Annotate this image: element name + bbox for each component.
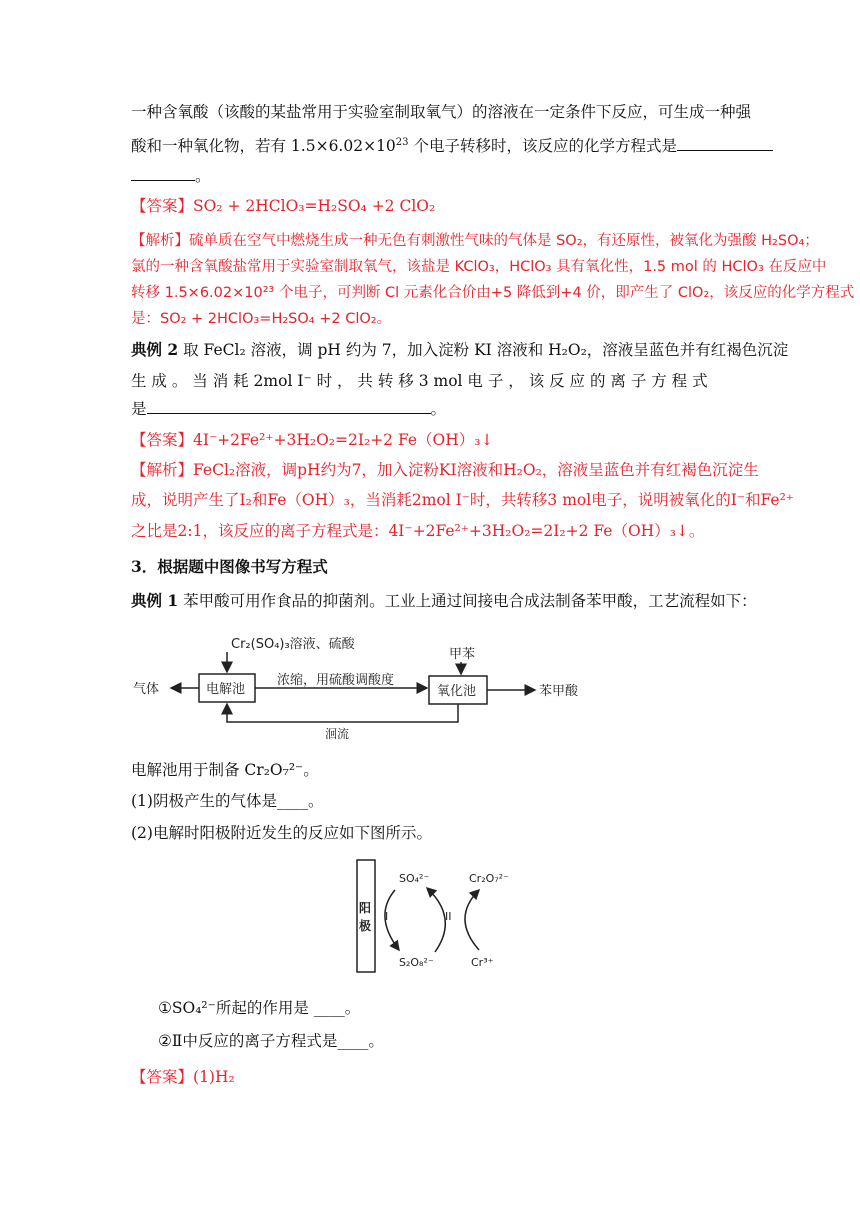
section-3-title: 3．根据题中图像书写方程式 xyxy=(131,557,328,576)
anode-char-1: 阳 xyxy=(359,901,372,915)
example-2-line-1: 典例 2 取 FeCl₂ 溶液，调 pH 约为 7，加入淀粉 KI 溶液和 H₂O₂，溶液呈蓝色并有红褐色沉淀 xyxy=(131,340,789,359)
anode-cycle-diagram xyxy=(355,858,530,976)
answer-blank xyxy=(677,136,773,151)
toluene-label: 甲苯 xyxy=(449,647,476,662)
persulfate-label: S₂O₈²⁻ xyxy=(399,956,434,969)
anode-char-2: 极 xyxy=(359,919,372,933)
sulfate-label: SO₄²⁻ xyxy=(399,872,430,885)
step1-label: I xyxy=(385,910,389,923)
intro-line-3: 。 xyxy=(131,165,731,187)
intro-line-1: 一种含氧酸（该酸的某盐常用于实验室制取氧气）的溶液在一定条件下反应，可生成一种强 xyxy=(131,103,752,121)
dichromate-label: Cr₂O₇²⁻ xyxy=(469,872,509,885)
step2-arrow xyxy=(465,890,479,950)
example-1b: 典例 1 苯甲酸可用作食品的抑菌剂。工业上通过间接电合成法制备苯甲酸，工艺流程如下： xyxy=(131,591,757,610)
gas-label: 气体 xyxy=(133,682,160,697)
oxidation-cell-label: 氧化池 xyxy=(437,684,477,699)
cycle-svg xyxy=(355,858,530,976)
question-1: (1)阴极产生的气体是____。 xyxy=(131,792,324,810)
electrolysis-cell-label: 电解池 xyxy=(206,682,246,697)
sub-question-2: ②Ⅱ中反应的离子方程式是____。 xyxy=(158,1032,384,1050)
answer-2: 【答案】4I⁻+2Fe²⁺+3H₂O₂=2I₂+2 Fe（OH）₃↓ xyxy=(131,431,494,449)
analysis-2-line-3: 之比是2:1，该反应的离子方程式是：4I⁻+2Fe²⁺+3H₂O₂=2I₂+2 Fe（OH）₃↓。 xyxy=(131,522,705,540)
answer-blank-cont xyxy=(131,166,195,181)
example-2-line-3: 是 。 xyxy=(131,400,447,418)
analysis-1-line-1: 【解析】硫单质在空气中燃烧生成一种无色有刺激性气味的气体是 SO₂，有还原性，被氧化为强酸 H₂SO₄； xyxy=(131,233,819,249)
anode-plate xyxy=(357,860,375,972)
ionic-eq-blank xyxy=(147,399,431,414)
example-2-line-2: 生 成 。 当 消 耗 2mol I⁻ 时 ， 共 转 移 3 mol 电 子 ， 该 反 应 的 离 子 方 程 式 xyxy=(131,372,708,390)
analysis-1 xyxy=(131,228,855,332)
analysis-2-line-2: 成，说明产生了I₂和Fe（OH）₃，当消耗2mol I⁻时，共转移3 mol电子，说明被氧化的I⁻和Fe²⁺ xyxy=(131,491,794,509)
analysis-1-line-2: 氯的一种含氧酸盐常用于实验室制取氧气，该盐是 KClO₃，HClO₃ 具有氧化性，1.5 mol 的 HClO₃ 在反应中 xyxy=(131,259,827,275)
process-flow-diagram xyxy=(131,632,591,742)
analysis-1-line-4: 是：SO₂ + 2HClO₃=H₂SO₄ +2 ClO₂。 xyxy=(131,311,392,327)
analysis-1-line-3: 转移 1.5×6.02×10²³ 个电子，可判断 Cl 元素化合价由+5 降低到+4 价，即产生了 ClO₂，该反应的化学方程式 xyxy=(131,285,855,301)
reflux-label: 洄流 xyxy=(325,727,350,741)
answer-1: 【答案】SO₂ + 2HClO₃=H₂SO₄ +2 ClO₂ xyxy=(131,197,436,215)
chromium3-label: Cr³⁺ xyxy=(471,956,494,969)
flow-svg xyxy=(131,632,591,742)
reflux-arrow xyxy=(227,704,458,722)
concentrate-label: 浓缩，用硫酸调酸度 xyxy=(277,673,395,688)
sub-question-1: ①SO₄²⁻所起的作用是 ____。 xyxy=(158,999,361,1017)
answer-3: 【答案】(1)H₂ xyxy=(131,1068,235,1086)
intro-line-2: 酸和一种氧化物，若有 $1.5\times 6.02\times 10^{23}$ 个电子转移时，该反应的化学方程式是 xyxy=(131,135,731,157)
product-label: 苯甲酸 xyxy=(539,684,579,699)
step2-label: II xyxy=(445,910,452,923)
question-intro: 电解池用于制备 Cr₂O₇²⁻。 xyxy=(131,761,319,779)
flow-input-label: Cr₂(SO₄)₃溶液、硫酸 xyxy=(231,637,355,652)
question-2: (2)电解时阳极附近发生的反应如下图所示。 xyxy=(131,824,432,842)
step2-return-arrow xyxy=(427,888,445,952)
analysis-2-line-1: 【解析】FeCl₂溶液，调pH约为7，加入淀粉KI溶液和H₂O₂，溶液呈蓝色并有红褐色沉淀生 xyxy=(131,461,759,479)
